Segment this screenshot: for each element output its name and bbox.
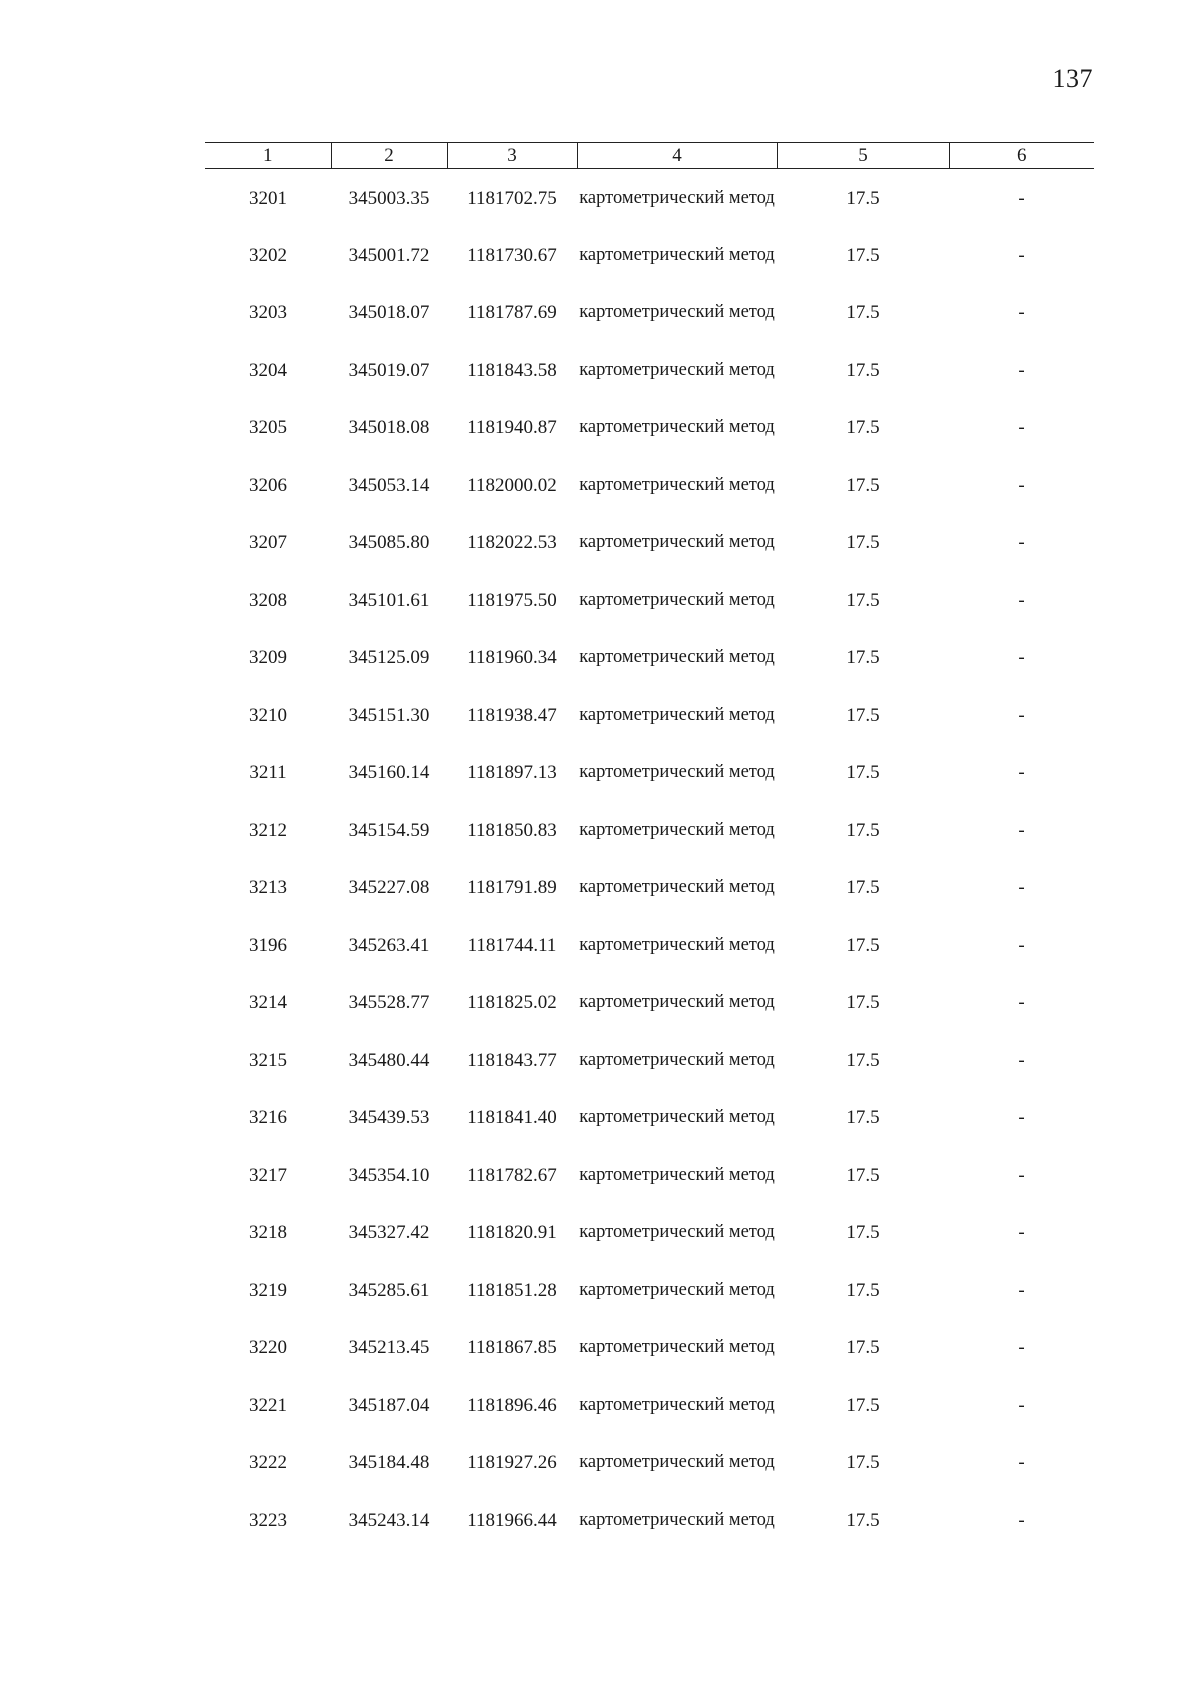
cell-note: - [1018,819,1025,841]
table-row [205,582,1094,640]
cell-method: картометрический метод [579,1049,775,1070]
table-row [205,352,1094,410]
cell-accuracy: 17.5 [846,1164,880,1186]
cell-point-number: 3223 [249,1509,287,1531]
cell-y-coordinate: 1181897.13 [467,762,557,783]
cell-accuracy: 17.5 [846,877,880,898]
cell-point-number: 3196 [249,934,287,956]
cell-note: - [1018,1164,1025,1186]
cell-y-coordinate: 1181850.83 [467,819,557,841]
cell-y-coordinate: 1181927.26 [467,1452,557,1473]
cell-accuracy: 17.5 [846,589,880,611]
cell-accuracy: 17.5 [846,992,880,1013]
cell-note: - [1018,417,1025,438]
cell-point-number: 3211 [249,762,287,783]
table-row [205,524,1094,582]
table-row [205,639,1094,697]
cell-accuracy: 17.5 [846,1509,880,1531]
cell-point-number: 3214 [249,992,287,1013]
table-row [205,1099,1094,1157]
cell-point-number: 3207 [249,532,287,553]
column-header-3: 3 [447,143,577,169]
cell-accuracy: 17.5 [846,1337,880,1358]
cell-point-number: 3204 [249,359,287,381]
cell-accuracy: 17.5 [846,704,880,726]
column-header-2: 2 [331,143,447,169]
table-row [205,984,1094,1042]
cell-x-coordinate: 345001.72 [348,244,430,266]
cell-x-coordinate: 345003.35 [348,188,430,209]
cell-point-number: 3216 [249,1107,287,1128]
cell-x-coordinate: 345019.07 [348,359,430,381]
cell-x-coordinate: 345480.44 [348,1049,430,1071]
cell-note: - [1018,1279,1025,1301]
cell-accuracy: 17.5 [846,1279,880,1301]
cell-y-coordinate: 1181702.75 [467,188,557,209]
cell-y-coordinate: 1181791.89 [467,877,557,898]
cell-accuracy: 17.5 [846,1222,880,1243]
cell-note: - [1018,1394,1025,1416]
cell-y-coordinate: 1181841.40 [467,1107,557,1128]
cell-note: - [1018,1509,1025,1531]
cell-point-number: 3218 [249,1222,287,1243]
cell-method: картометрический метод [579,992,775,1012]
cell-note: - [1018,762,1025,783]
table-row [205,754,1094,812]
cell-y-coordinate: 1181843.77 [467,1049,557,1071]
cell-x-coordinate: 345354.10 [348,1164,430,1186]
table-row [205,1272,1094,1330]
cell-method: картометрический метод [579,1107,775,1127]
cell-x-coordinate: 345227.08 [348,877,430,898]
cell-accuracy: 17.5 [846,762,880,783]
cell-method: картометрический метод [579,359,775,380]
cell-x-coordinate: 345243.14 [348,1509,430,1531]
column-header-5: 5 [777,143,949,169]
cell-accuracy: 17.5 [846,819,880,841]
cell-note: - [1018,474,1025,496]
cell-y-coordinate: 1181730.67 [467,244,557,266]
table-header [205,143,1094,169]
cell-note: - [1018,1107,1025,1128]
column-header-6: 6 [949,143,1094,169]
cell-point-number: 3219 [249,1279,287,1301]
cell-note: - [1018,877,1025,898]
cell-accuracy: 17.5 [846,1049,880,1071]
cell-y-coordinate: 1181787.69 [467,302,557,323]
cell-x-coordinate: 345053.14 [348,474,430,496]
cell-point-number: 3203 [249,302,287,323]
cell-method: картометрический метод [579,1164,775,1185]
cell-method: картометрический метод [579,188,775,208]
cell-accuracy: 17.5 [846,1394,880,1416]
cell-accuracy: 17.5 [846,532,880,553]
cell-y-coordinate: 1181975.50 [467,589,557,611]
column-header-4: 4 [577,143,777,169]
cell-method: картометрический метод [579,532,775,552]
cell-point-number: 3221 [249,1394,287,1416]
cell-accuracy: 17.5 [846,647,880,668]
cell-accuracy: 17.5 [846,244,880,266]
cell-y-coordinate: 1181867.85 [467,1337,557,1358]
cell-method: картометрический метод [579,302,775,322]
cell-x-coordinate: 345285.61 [348,1279,430,1301]
cell-y-coordinate: 1181825.02 [467,992,557,1013]
cell-method: картометрический метод [579,1222,775,1242]
cell-y-coordinate: 1181960.34 [467,647,557,668]
header-row [205,143,1094,169]
cell-point-number: 3212 [249,819,287,841]
cell-point-number: 3202 [249,244,287,266]
cell-note: - [1018,992,1025,1013]
cell-method: картометрический метод [579,589,775,610]
table-row [205,869,1094,927]
cell-method: картометрический метод [579,1394,775,1415]
cell-x-coordinate: 345125.09 [348,647,430,668]
cell-method: картометрический метод [579,474,775,495]
cell-note: - [1018,302,1025,323]
cell-point-number: 3222 [249,1452,287,1473]
cell-x-coordinate: 345213.45 [348,1337,430,1358]
cell-x-coordinate: 345184.48 [348,1452,430,1473]
table-row [205,409,1094,467]
table-row [205,169,1094,237]
cell-note: - [1018,1452,1025,1473]
table-row [205,1157,1094,1215]
table-row [205,1387,1094,1445]
cell-y-coordinate: 1181966.44 [467,1509,557,1531]
cell-note: - [1018,1337,1025,1358]
cell-accuracy: 17.5 [846,359,880,381]
cell-note: - [1018,934,1025,956]
cell-method: картометрический метод [579,1452,775,1472]
table-row [205,467,1094,525]
cell-point-number: 3217 [249,1164,287,1186]
table-row [205,1329,1094,1387]
cell-method: картометрический метод [579,762,775,782]
cell-y-coordinate: 1181820.91 [467,1222,557,1243]
cell-note: - [1018,359,1025,381]
cell-accuracy: 17.5 [846,188,880,209]
table-row [205,697,1094,755]
cell-x-coordinate: 345528.77 [348,992,430,1013]
cell-x-coordinate: 345327.42 [348,1222,430,1243]
cell-point-number: 3213 [249,877,287,898]
cell-note: - [1018,532,1025,553]
table-row [205,1444,1094,1502]
cell-y-coordinate: 1182022.53 [467,532,557,553]
table-body [205,169,1094,1560]
cell-note: - [1018,704,1025,726]
cell-method: картометрический метод [579,417,775,437]
table-row [205,1502,1094,1560]
column-header-1: 1 [205,143,331,169]
cell-method: картометрический метод [579,704,775,725]
cell-note: - [1018,647,1025,668]
cell-point-number: 3210 [249,704,287,726]
cell-point-number: 3208 [249,589,287,611]
cell-y-coordinate: 1181744.11 [467,934,557,956]
cell-y-coordinate: 1181851.28 [467,1279,557,1301]
cell-y-coordinate: 1181896.46 [467,1394,557,1416]
cell-x-coordinate: 345439.53 [348,1107,430,1128]
cell-x-coordinate: 345151.30 [348,704,430,726]
cell-accuracy: 17.5 [846,1107,880,1128]
cell-method: картометрический метод [579,877,775,897]
cell-point-number: 3220 [249,1337,287,1358]
cell-x-coordinate: 345018.07 [348,302,430,323]
cell-x-coordinate: 345154.59 [348,819,430,841]
table-row [205,812,1094,870]
cell-y-coordinate: 1181843.58 [467,359,557,381]
table-row [205,294,1094,352]
cell-accuracy: 17.5 [846,934,880,956]
cell-method: картометрический метод [579,244,775,265]
cell-y-coordinate: 1182000.02 [467,474,557,496]
cell-method: картометрический метод [579,819,775,840]
cell-accuracy: 17.5 [846,417,880,438]
cell-method: картометрический метод [579,647,775,667]
cell-accuracy: 17.5 [846,302,880,323]
cell-point-number: 3209 [249,647,287,668]
cell-point-number: 3206 [249,474,287,496]
cell-note: - [1018,1222,1025,1243]
cell-x-coordinate: 345085.80 [348,532,430,553]
table-row [205,237,1094,295]
coordinates-table [205,142,1094,1559]
cell-y-coordinate: 1181940.87 [467,417,557,438]
cell-x-coordinate: 345187.04 [348,1394,430,1416]
cell-method: картометрический метод [579,1509,775,1530]
cell-note: - [1018,589,1025,611]
cell-x-coordinate: 345101.61 [348,589,430,611]
cell-note: - [1018,244,1025,266]
cell-x-coordinate: 345018.08 [348,417,430,438]
cell-point-number: 3205 [249,417,287,438]
cell-accuracy: 17.5 [846,1452,880,1473]
cell-y-coordinate: 1181782.67 [467,1164,557,1186]
page-number: 137 [1052,64,1093,93]
cell-method: картометрический метод [579,1279,775,1300]
cell-note: - [1018,188,1025,209]
table-row [205,1214,1094,1272]
cell-note: - [1018,1049,1025,1071]
cell-x-coordinate: 345160.14 [348,762,430,783]
cell-point-number: 3201 [249,188,287,209]
cell-point-number: 3215 [249,1049,287,1071]
table-row [205,927,1094,985]
cell-x-coordinate: 345263.41 [348,934,430,956]
cell-accuracy: 17.5 [846,474,880,496]
cell-method: картометрический метод [579,1337,775,1357]
table-row [205,1042,1094,1100]
cell-y-coordinate: 1181938.47 [467,704,557,726]
cell-method: картометрический метод [579,934,775,955]
